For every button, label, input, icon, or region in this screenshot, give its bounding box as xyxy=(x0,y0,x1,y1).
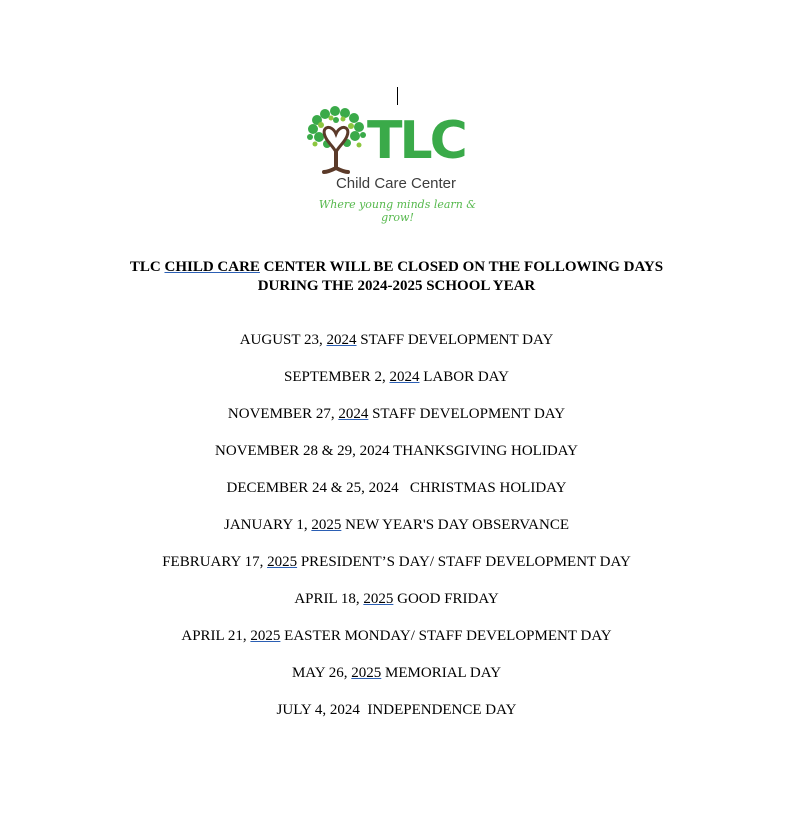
date-description: STAFF DEVELOPMENT DAY xyxy=(368,406,566,422)
closure-date-item xyxy=(0,590,793,627)
date-year: 2025 xyxy=(351,665,382,681)
date-description: PRESIDENT’S DAY/ STAFF DEVELOPMENT DAY xyxy=(297,554,631,570)
date-text: APRIL 18, xyxy=(294,591,364,607)
date-description: NEW YEAR'S DAY OBSERVANCE xyxy=(341,517,570,533)
tree-heart-icon xyxy=(305,106,367,176)
date-description: GOOD FRIDAY xyxy=(393,591,499,607)
closure-date-item xyxy=(0,442,793,479)
closure-date-item xyxy=(0,405,793,442)
closure-date-item xyxy=(0,701,793,738)
closure-dates-list xyxy=(0,331,793,738)
date-description: LABOR DAY xyxy=(419,369,509,385)
date-year: 2025 xyxy=(311,517,342,533)
logo-brand-name: TLC xyxy=(367,111,465,171)
date-text: AUGUST 23, xyxy=(239,332,327,348)
heading-part: CENTER WILL BE CLOSED ON THE FOLLOWING DAYS xyxy=(259,259,664,275)
date-year: 2024 xyxy=(326,332,357,348)
closure-date-item xyxy=(0,479,793,516)
date-text: NOVEMBER 27, xyxy=(227,406,339,422)
closure-date-item xyxy=(0,516,793,553)
date-year: 2024 xyxy=(338,406,369,422)
heading-line-2: DURING THE 2024-2025 SCHOOL YEAR xyxy=(257,278,536,294)
heading-line-1 xyxy=(0,258,793,277)
logo-subtitle: Child Care Center xyxy=(335,175,457,192)
closure-date-item xyxy=(0,331,793,368)
heading-underlined-phrase: CHILD CARE xyxy=(164,259,260,275)
heading-part: TLC xyxy=(129,259,165,275)
closure-date-item xyxy=(0,664,793,701)
date-text: SEPTEMBER 2, xyxy=(284,369,390,385)
date-year: 2024 xyxy=(389,369,420,385)
closure-date-item xyxy=(0,553,793,590)
closure-date-item xyxy=(0,368,793,405)
date-text: NOVEMBER 28 & 29, 2024 THANKSGIVING HOLIDAY xyxy=(215,443,578,459)
date-year: 2025 xyxy=(250,628,281,644)
date-description: MEMORIAL DAY xyxy=(381,665,502,681)
date-description: EASTER MONDAY/ STAFF DEVELOPMENT DAY xyxy=(280,628,612,644)
date-text: JANUARY 1, xyxy=(223,517,312,533)
date-description: STAFF DEVELOPMENT DAY xyxy=(356,332,554,348)
tlc-logo xyxy=(305,106,490,224)
date-year: 2025 xyxy=(267,554,298,570)
date-year: 2025 xyxy=(363,591,394,607)
date-text: MAY 26, xyxy=(291,665,352,681)
date-text: DECEMBER 24 & 25, 2024 CHRISTMAS HOLIDAY xyxy=(226,480,567,496)
date-text: APRIL 21, xyxy=(181,628,251,644)
logo-tagline: Where young minds learn & grow! xyxy=(318,198,477,224)
date-text: JULY 4, 2024 INDEPENDENCE DAY xyxy=(276,702,517,718)
date-text: FEBRUARY 17, xyxy=(162,554,268,570)
closure-date-item xyxy=(0,627,793,664)
closure-heading xyxy=(0,258,793,296)
text-cursor xyxy=(397,87,398,105)
